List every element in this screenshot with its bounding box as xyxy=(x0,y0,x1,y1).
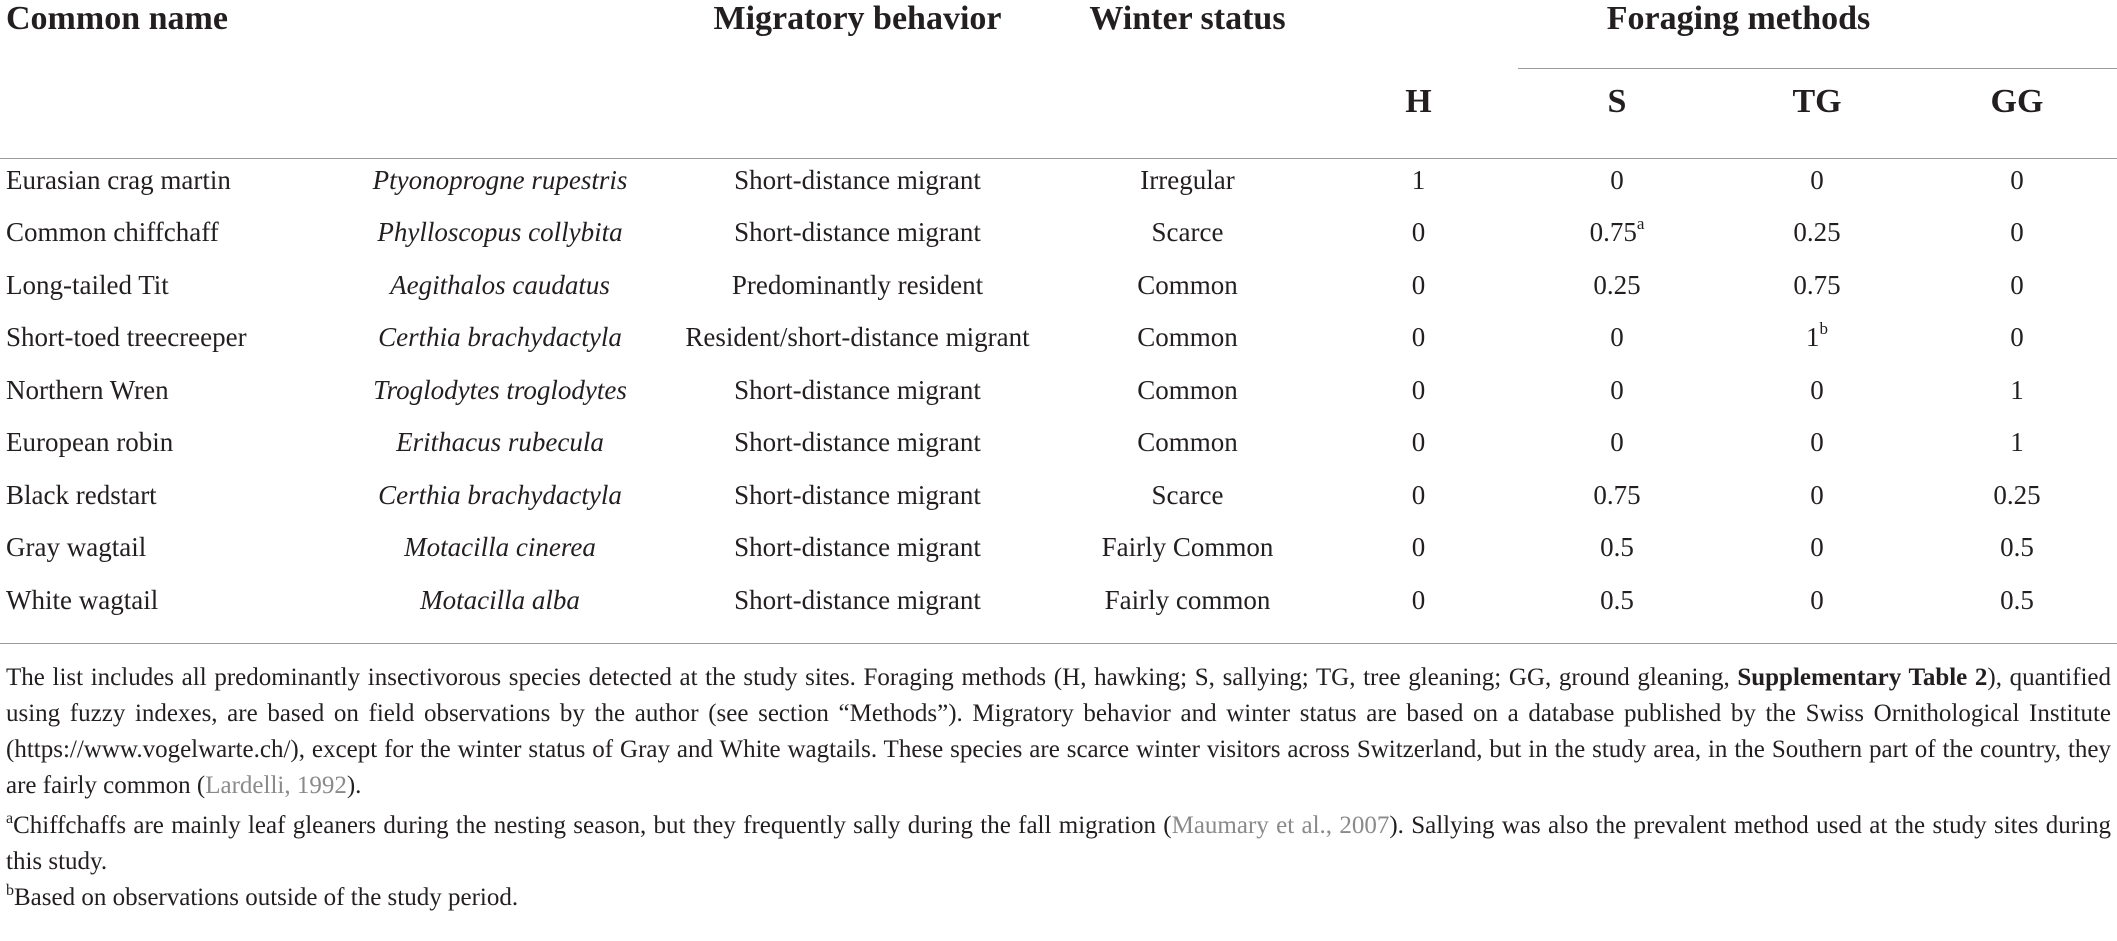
cell-s: 0.25 xyxy=(1593,269,1641,300)
supplementary-table-link[interactable]: Supplementary Table 2 xyxy=(1737,664,1988,691)
cell-winter-status: Common xyxy=(1137,427,1238,458)
cell-h: 0 xyxy=(1411,479,1426,510)
cell-s: 0 xyxy=(1610,322,1624,353)
cell-scientific-name: Motacilla cinerea xyxy=(404,532,596,563)
table-row xyxy=(0,154,2117,207)
footnote-a: $^a$Chiffchaffs are mainly leaf gleaners during the nesting season, but they frequently sally during the fall migration (Maumary et al., 2007). Sallying was also the prevalent method used at the study sites during this study. xyxy=(6,810,2111,875)
header-row-top xyxy=(0,0,2117,50)
cell-migratory-behavior: Short-distance migrant xyxy=(734,584,981,615)
header-s: S xyxy=(1607,83,1627,120)
cell-common-name: Common chiffchaff xyxy=(6,217,219,248)
header-bottom-rule xyxy=(0,158,2117,159)
cell-s: 0 xyxy=(1610,374,1624,405)
cell-scientific-name: Phylloscopus collybita xyxy=(377,217,623,248)
cell-tg: 0.25 xyxy=(1793,217,1841,248)
cell-tg: 0 xyxy=(1810,374,1824,405)
cell-scientific-name: Ptyonoprogne rupestris xyxy=(372,164,628,195)
cell-s: 0.75 xyxy=(1593,479,1641,510)
cell-gg: 0 xyxy=(2010,269,2024,300)
cell-tg: 0 xyxy=(1810,164,1824,195)
cell-scientific-name: Erithacus rubecula xyxy=(396,427,604,458)
cell-s: 0.5 xyxy=(1600,584,1634,615)
cell-common-name: White wagtail xyxy=(6,584,159,615)
cell-tg: 1$^b$ xyxy=(1806,319,1828,353)
cell-s: 0.5 xyxy=(1600,532,1634,563)
cell-winter-status: Common xyxy=(1137,269,1238,300)
cell-gg: 0.25 xyxy=(1993,479,2041,510)
cell-winter-status: Scarce xyxy=(1151,217,1224,248)
foraging-header-rule xyxy=(1518,68,2117,69)
cell-s: 0.75$^a$ xyxy=(1589,214,1645,248)
cell-gg: 1 xyxy=(2010,427,2024,458)
table-row xyxy=(0,417,2117,470)
cell-h: 0 xyxy=(1411,217,1426,248)
table-row xyxy=(0,522,2117,575)
cell-gg: 0 xyxy=(2010,217,2024,248)
cell-h: 0 xyxy=(1411,532,1426,563)
cell-winter-status: Scarce xyxy=(1151,479,1224,510)
cell-tg: 0 xyxy=(1810,532,1824,563)
table-bottom-rule xyxy=(0,643,2117,644)
cell-common-name: Northern Wren xyxy=(6,374,169,405)
table-row xyxy=(0,312,2117,365)
header-migratory-behavior: Migratory behavior xyxy=(713,0,1002,37)
header-scientific-name xyxy=(340,0,660,50)
cell-gg: 0 xyxy=(2010,164,2024,195)
citation-lardelli[interactable]: Lardelli, 1992 xyxy=(205,772,347,799)
cell-winter-status: Common xyxy=(1137,374,1238,405)
cell-gg: 0.5 xyxy=(2000,532,2034,563)
table-row xyxy=(0,207,2117,260)
cell-h: 0 xyxy=(1411,322,1426,353)
cell-h: 0 xyxy=(1411,584,1426,615)
cell-migratory-behavior: Short-distance migrant xyxy=(734,532,981,563)
cell-migratory-behavior: Short-distance migrant xyxy=(734,164,981,195)
cell-scientific-name: Aegithalos caudatus xyxy=(390,269,610,300)
cell-gg: 0 xyxy=(2010,322,2024,353)
footnote-b: $^b$Based on observations outside of the study period. xyxy=(6,882,519,911)
cell-tg: 0 xyxy=(1810,584,1824,615)
cell-common-name: Long-tailed Tit xyxy=(6,269,169,300)
header-foraging-methods: Foraging methods xyxy=(1606,0,1871,37)
cell-common-name: Gray wagtail xyxy=(6,532,147,563)
cell-migratory-behavior: Short-distance migrant xyxy=(734,217,981,248)
footnote-main: The list includes all predominantly insectivorous species detected at the study sites. Foraging methods (H, hawking; S, sallying; TG, tree gleaning; GG, ground gleaning, Supplementary Table 2), quantified using fuzzy indexes, are based on field observations by the author (see section “Methods”). Migratory behavior and winter status are based on a database published by the Swiss Ornithological Institute (https://www.vogelwarte.ch/), except for the winter status of Gray and White wagtails. These species are scarce winter visitors across Switzerland, but in the study area, in the Southern part of the country, they are fairly common (Lardelli, 1992). xyxy=(6,664,2111,799)
cell-migratory-behavior: Short-distance migrant xyxy=(734,427,981,458)
cell-common-name: Short-toed treecreeper xyxy=(6,322,247,353)
footnote-a-mark: a xyxy=(6,810,14,827)
table-row xyxy=(0,364,2117,417)
cell-scientific-name: Motacilla alba xyxy=(420,584,580,615)
cell-migratory-behavior: Short-distance migrant xyxy=(734,374,981,405)
cell-gg: 1 xyxy=(2010,374,2024,405)
table-row xyxy=(0,469,2117,522)
table-body xyxy=(0,154,2117,627)
cell-gg: 0.5 xyxy=(2000,584,2034,615)
cell-h: 1 xyxy=(1411,164,1426,195)
cell-migratory-behavior: Short-distance migrant xyxy=(734,479,981,510)
cell-common-name: Black redstart xyxy=(6,479,157,510)
header-gg: GG xyxy=(1990,83,2044,120)
header-tg: TG xyxy=(1792,83,1842,120)
citation-maumary[interactable]: Maumary et al., 2007 xyxy=(1171,812,1390,839)
table-footnotes xyxy=(6,660,2111,916)
cell-h: 0 xyxy=(1411,374,1426,405)
cell-tg: 0 xyxy=(1810,479,1824,510)
header-row-sub xyxy=(0,50,2117,154)
header-h: H xyxy=(1405,83,1432,120)
cell-common-name: Eurasian crag martin xyxy=(6,164,231,195)
cell-migratory-behavior: Resident/short-distance migrant xyxy=(685,322,1030,353)
cell-s: 0 xyxy=(1610,427,1624,458)
cell-tg: 0.75 xyxy=(1793,269,1841,300)
cell-winter-status: Common xyxy=(1137,322,1238,353)
cell-scientific-name: Certhia brachydactyla xyxy=(378,322,622,353)
cell-scientific-name: Certhia brachydactyla xyxy=(378,479,622,510)
cell-winter-status: Irregular xyxy=(1140,164,1235,195)
header-winter-status: Winter status xyxy=(1089,0,1286,37)
table-row xyxy=(0,259,2117,312)
table-row xyxy=(0,574,2117,627)
cell-common-name: European robin xyxy=(6,427,174,458)
footnote-marker: b xyxy=(1819,319,1828,339)
cell-migratory-behavior: Predominantly resident xyxy=(731,269,984,300)
cell-winter-status: Fairly common xyxy=(1104,584,1271,615)
footnote-b-mark: b xyxy=(6,882,14,899)
cell-s: 0 xyxy=(1610,164,1624,195)
cell-scientific-name: Troglodytes troglodytes xyxy=(373,374,627,405)
cell-winter-status: Fairly Common xyxy=(1101,532,1274,563)
cell-tg: 0 xyxy=(1810,427,1824,458)
header-common-name: Common name xyxy=(6,0,228,37)
cell-h: 0 xyxy=(1411,269,1426,300)
cell-h: 0 xyxy=(1411,427,1426,458)
footnote-marker: a xyxy=(1636,214,1645,234)
